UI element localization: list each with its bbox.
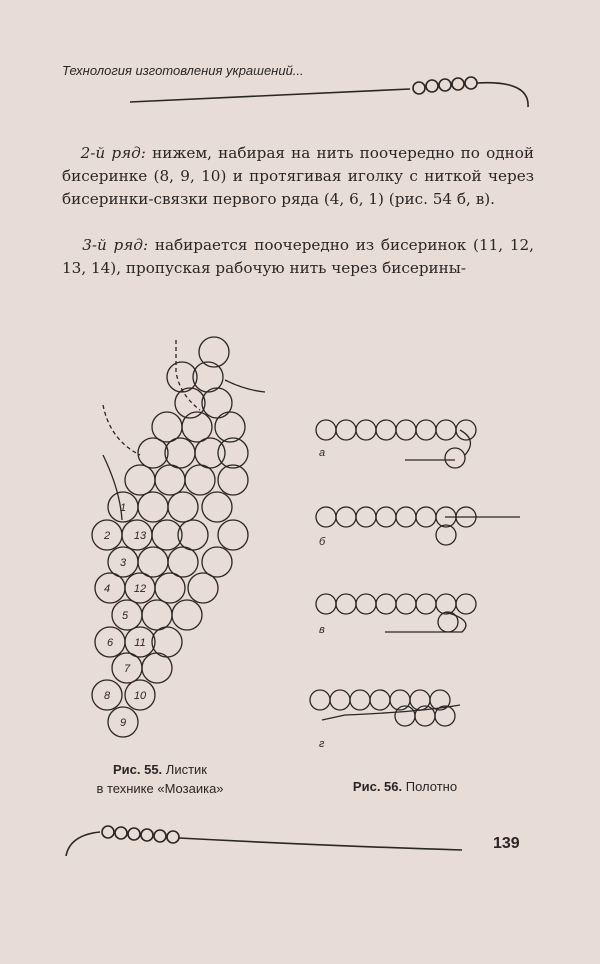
bead: [330, 690, 350, 710]
bead: [316, 420, 336, 440]
sub-figure-label: б: [319, 536, 326, 548]
bead: [165, 438, 195, 468]
bead: [376, 594, 396, 614]
bead-number: 3: [119, 557, 127, 569]
sub-figure-label: г: [319, 738, 325, 750]
bead: [218, 520, 248, 550]
bead: [316, 594, 336, 614]
figure-56-title: Полотно: [402, 779, 458, 794]
paragraph-row-2: [62, 142, 534, 211]
bead: [436, 594, 456, 614]
bead: [215, 412, 245, 442]
paragraph-row-3: [62, 234, 534, 280]
bead-number: 12: [133, 583, 147, 595]
figure-56-number: Рис. 56.: [352, 779, 403, 794]
figure-55-title-2: в технике «Мозаика»: [96, 781, 224, 796]
sub-figure-label: в: [319, 624, 325, 636]
running-title: Технология изготовления украшений...: [62, 63, 304, 78]
bead: [152, 412, 182, 442]
bead-number: 13: [133, 530, 147, 542]
row-2-text: нижем, набирая на нить поочередно по одной бисеринке (8, 9, 10) и протягивая иголку с ниткой через бисеринки-связки первого ряда (4, 6, 1) (рис. 54 б, в).: [62, 144, 534, 208]
bead: [218, 465, 248, 495]
bead-number: 8: [103, 690, 111, 702]
bead-number: 9: [119, 717, 127, 729]
bead: [396, 594, 416, 614]
bead: [185, 465, 215, 495]
bead: [138, 547, 168, 577]
bead: [456, 594, 476, 614]
bead: [138, 492, 168, 522]
footer-bead-ornament: [66, 826, 462, 856]
figure-55-title-1: Листик: [162, 762, 207, 777]
row-3-lead: 3-й ряд:: [82, 236, 149, 254]
bead: [416, 420, 436, 440]
bead: [316, 507, 336, 527]
bead: [396, 420, 416, 440]
bead: [125, 465, 155, 495]
bead: [188, 573, 218, 603]
header-bead-ornament: [130, 77, 528, 107]
bead: [376, 420, 396, 440]
bead: [138, 438, 168, 468]
bead: [142, 600, 172, 630]
bead-number: 6: [106, 637, 114, 649]
bead: [310, 690, 330, 710]
bead: [456, 420, 476, 440]
bead: [202, 547, 232, 577]
bead-number: 10: [133, 690, 147, 702]
bead: [336, 420, 356, 440]
bead: [202, 492, 232, 522]
bead-number: 4: [103, 583, 111, 595]
page-number: 139: [493, 835, 520, 852]
bead-number: 7: [123, 663, 131, 675]
bead: [436, 420, 456, 440]
bead: [356, 420, 376, 440]
bead-number: 2: [103, 530, 111, 542]
figure-55-caption: [70, 760, 250, 798]
bead: [168, 547, 198, 577]
bead: [172, 600, 202, 630]
bead: [436, 525, 456, 545]
bead: [168, 492, 198, 522]
row-2-lead: 2-й ряд:: [80, 144, 146, 162]
canvas-rows-diagram: [310, 420, 520, 726]
bead: [155, 573, 185, 603]
bead-number: 5: [121, 610, 129, 622]
bead: [155, 465, 185, 495]
bead: [356, 594, 376, 614]
bead: [336, 507, 356, 527]
bead: [370, 690, 390, 710]
bead: [396, 507, 416, 527]
bead: [350, 690, 370, 710]
bead: [438, 612, 458, 632]
bead: [376, 507, 396, 527]
bead: [202, 388, 232, 418]
bead: [416, 594, 436, 614]
bead: [416, 507, 436, 527]
bead: [336, 594, 356, 614]
sub-figure-label: а: [319, 447, 326, 459]
bead: [445, 448, 465, 468]
figure-56-caption: [330, 777, 480, 796]
bead-number: 11: [134, 637, 146, 649]
leaf-mosaic-diagram: [92, 337, 265, 737]
bead: [195, 438, 225, 468]
bead: [356, 507, 376, 527]
bead-number: 1: [119, 502, 127, 514]
bead: [142, 653, 172, 683]
bead: [218, 438, 248, 468]
figure-55-number: Рис. 55.: [112, 762, 163, 777]
row-3-text: набирается поочередно из бисеринок (11, 12, 13, 14), пропуская рабочую нить через бисерины-: [62, 236, 534, 277]
